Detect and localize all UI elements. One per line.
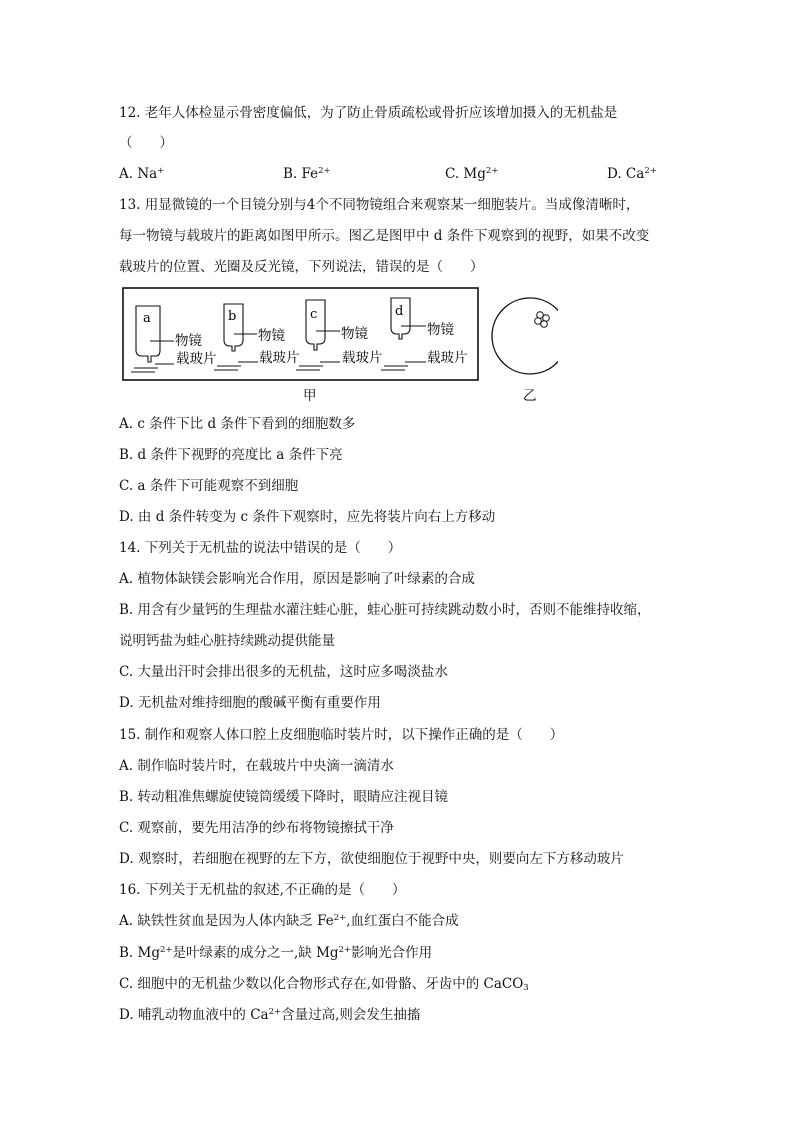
q16-option-d: D. 哺乳动物血液中的 $Ca^{2+}$含量过高,则会发生抽搐 [119, 1007, 421, 1023]
objective-a-letter: a [143, 311, 151, 326]
q15-option-a: A. 制作临时装片时，在载玻片中央滴一滴清水 [119, 758, 394, 774]
objective-c-letter: c [310, 307, 318, 322]
q13-figure [118, 284, 558, 404]
q12-option-a: A. Na+ [119, 166, 165, 182]
objective-a [131, 306, 217, 372]
slide-a-label: 载玻片 [176, 351, 217, 367]
figure-yi-caption: 乙 [523, 388, 537, 404]
figure-yi-field-of-view [492, 298, 558, 374]
q14-option-c: C. 大量出汗时会排出很多的无机盐，这时应多喝淡盐水 [119, 664, 448, 680]
objective-c [296, 300, 383, 370]
objective-b [214, 304, 300, 370]
q13-option-a: A. c 条件下比 d 条件下看到的细胞数多 [119, 416, 356, 432]
q13-stem-line-2: 每一物镜与载玻片的距离如图甲所示。图乙是图甲中 d 条件下观察到的视野，如果不改变 [119, 228, 650, 244]
q13-option-b: B. d 条件下视野的亮度比 a 条件下亮 [119, 447, 343, 463]
q12-option-c: C. $Mg^{2+}$ [445, 166, 499, 182]
slide-b-label: 载玻片 [259, 350, 300, 366]
cell [541, 321, 548, 328]
q14-option-b: B. 用含有少量钙的生理盐水灌注蛙心脏，蛙心脏可持续跳动数小时，否则不能维持收缩， [119, 602, 651, 618]
objective-b-label: 物镜 [258, 328, 285, 344]
q16-option-c: C. 细胞中的无机盐少数以化合物形式存在,如骨骼、牙齿中的 CaCO$_3$ [119, 976, 529, 993]
objective-d-letter: d [395, 304, 404, 319]
slide-c-label: 载玻片 [342, 350, 383, 366]
q13-stem-line-3: 载玻片的位置、光圈及反光镜，下列说法，错误的是（ ） [119, 259, 484, 275]
objective-d-label: 物镜 [427, 322, 454, 338]
objective-c-label: 物镜 [341, 326, 368, 342]
q14-stem: 14. 下列关于无机盐的说法中错误的是（ ） [119, 540, 402, 556]
q14-option-a: A. 植物体缺镁会影响光合作用，原因是影响了叶绿素的合成 [119, 571, 475, 587]
q16-option-a: A. 缺铁性贫血是因为人体内缺乏 $Fe^{2+}$,血红蛋白不能合成 [119, 913, 459, 929]
q15-option-d: D. 观察时，若细胞在视野的左下方，欲使细胞位于视野中央，则要向左下方移动玻片 [119, 851, 624, 867]
q14-option-b-continued: 说明钙盐为蛙心脏持续跳动提供能量 [119, 633, 335, 649]
q12-stem: 12. 老年人体检显示骨密度偏低，为了防止骨质疏松或骨折应该增加摄入的无机盐是 [119, 105, 618, 121]
q12-option-b: B. $Fe^{2+}$ [283, 166, 331, 182]
figure-jia-caption: 甲 [303, 388, 317, 404]
q15-option-c: C. 观察前，要先用洁净的纱布将物镜擦拭干净 [119, 820, 394, 836]
q16-stem: 16. 下列关于无机盐的叙述,不正确的是（ ） [119, 882, 406, 898]
q13-option-c: C. a 条件下可能观察不到细胞 [119, 478, 299, 494]
q12-option-d: D. $Ca^{2+}$ [607, 166, 657, 182]
slide-d-label: 载玻片 [427, 350, 468, 366]
objective-b-letter: b [228, 309, 237, 324]
q12-paren: （ ） [119, 135, 173, 151]
q13-stem-line-1: 13. 用显微镜的一个目镜分别与4个不同物镜组合来观察某一细胞装片。当成像清晰时， [119, 197, 640, 213]
q14-option-d: D. 无机盐对维持细胞的酸碱平衡有重要作用 [119, 695, 381, 711]
q13-option-d: D. 由 d 条件转变为 c 条件下观察时，应先将装片向右上方移动 [119, 509, 496, 525]
objective-a-label: 物镜 [175, 333, 202, 349]
q16-option-b: B. $Mg^{2+}$是叶绿素的成分之一,缺 $Mg^{2+}$影响光合作用 [119, 945, 433, 961]
objective-d [381, 298, 468, 370]
q15-stem: 15. 制作和观察人体口腔上皮细胞临时装片时，以下操作正确的是（ ） [119, 727, 564, 743]
q15-option-b: B. 转动粗准焦螺旋使镜筒缓缓下降时，眼睛应注视目镜 [119, 789, 449, 805]
